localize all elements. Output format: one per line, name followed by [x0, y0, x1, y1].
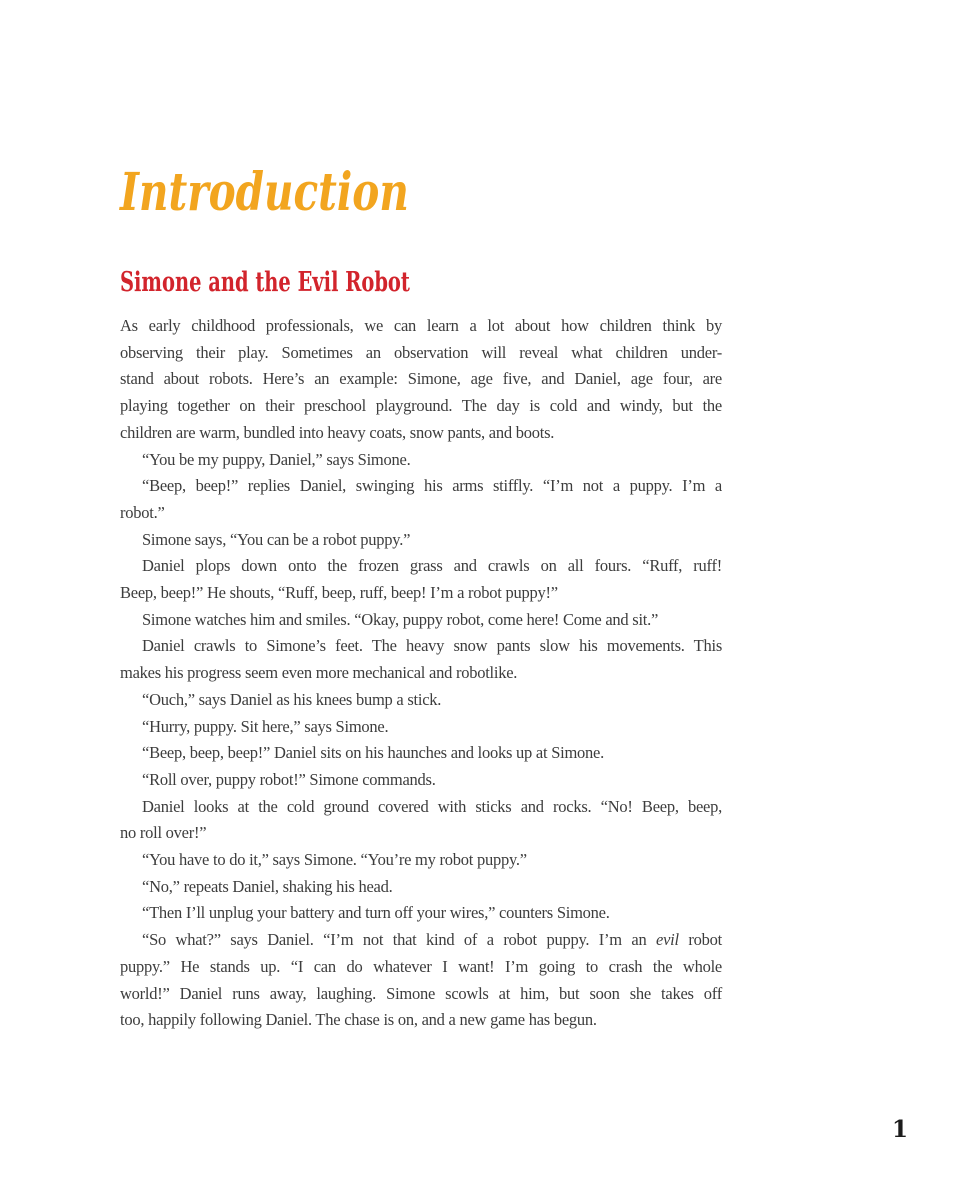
paragraph [120, 473, 722, 526]
paragraph [120, 527, 722, 554]
paragraph [120, 927, 722, 1034]
text-line: “Beep, beep!” replies Daniel, swinging his arms stiffly. “I’m not a puppy. I’m a [142, 476, 722, 496]
text-line: “Roll over, puppy robot!” Simone commands. [142, 769, 436, 789]
text-column [120, 0, 722, 1034]
paragraph [120, 714, 722, 741]
text-line: stand about robots. Here’s an example: Simone, age five, and Daniel, age four, are [120, 369, 722, 389]
text-line: children are warm, bundled into heavy coats, snow pants, and boots. [120, 422, 555, 442]
text-line: “Then I’ll unplug your battery and turn off your wires,” counters Simone. [142, 903, 610, 923]
paragraph [120, 900, 722, 927]
paragraph [120, 740, 722, 767]
paragraph [120, 313, 722, 447]
paragraph [120, 447, 722, 474]
text-line: Daniel looks at the cold ground covered with sticks and rocks. “No! Beep, beep, [142, 796, 722, 816]
paragraph [120, 767, 722, 794]
text-line: world!” Daniel runs away, laughing. Simone scowls at him, but soon she takes off [120, 983, 722, 1003]
chapter-title: Introduction [120, 162, 409, 223]
page-number: 1 [892, 1116, 909, 1143]
paragraph [120, 633, 722, 686]
text-line: “You have to do it,” says Simone. “You’re my robot puppy.” [142, 850, 527, 870]
paragraph [120, 874, 722, 901]
text-line: As early childhood professionals, we can learn a lot about how children think by [120, 316, 722, 335]
emphasized-word: evil [656, 930, 679, 950]
text-line: robot.” [120, 502, 165, 522]
text-line: Daniel crawls to Simone’s feet. The heavy snow pants slow his movements. This [142, 636, 722, 656]
text-segment: “So what?” says Daniel. “I’m not that kind of a robot puppy. I’m an [142, 930, 657, 950]
paragraph [120, 607, 722, 634]
text-line: “Beep, beep, beep!” Daniel sits on his haunches and looks up at Simone. [142, 743, 605, 763]
text-line: no roll over!” [120, 823, 207, 843]
text-line: too, happily following Daniel. The chase is on, and a new game has begun. [120, 1010, 597, 1030]
text-line: Simone says, “You can be a robot puppy.” [142, 529, 411, 549]
text-line: Beep, beep!” He shouts, “Ruff, beep, ruff, beep! I’m a robot puppy!” [120, 583, 558, 603]
text-line: “Hurry, puppy. Sit here,” says Simone. [142, 716, 389, 736]
text-line: playing together on their preschool playground. The day is cold and windy, but the [120, 396, 722, 416]
paragraph [120, 847, 722, 874]
section-heading: Simone and the Evil Robot [120, 267, 410, 298]
paragraph [120, 553, 722, 606]
text-line: observing their play. Sometimes an observation will reveal what children under- [120, 342, 722, 362]
text-line: “No,” repeats Daniel, shaking his head. [142, 876, 393, 896]
body-text [120, 313, 722, 1034]
text-line: “You be my puppy, Daniel,” says Simone. [142, 449, 411, 469]
text-segment: robot [678, 930, 722, 950]
text-line [120, 927, 722, 954]
paragraph [120, 794, 722, 847]
text-line: “Ouch,” says Daniel as his knees bump a stick. [142, 689, 442, 709]
paragraph [120, 687, 722, 714]
text-line: makes his progress seem even more mechanical and robotlike. [120, 663, 518, 683]
text-line: Daniel plops down onto the frozen grass and crawls on all fours. “Ruff, ruff! [142, 556, 722, 576]
text-line: Simone watches him and smiles. “Okay, puppy robot, come here! Come and sit.” [142, 609, 659, 629]
text-line: puppy.” He stands up. “I can do whatever I want! I’m going to crash the whole [120, 956, 722, 976]
